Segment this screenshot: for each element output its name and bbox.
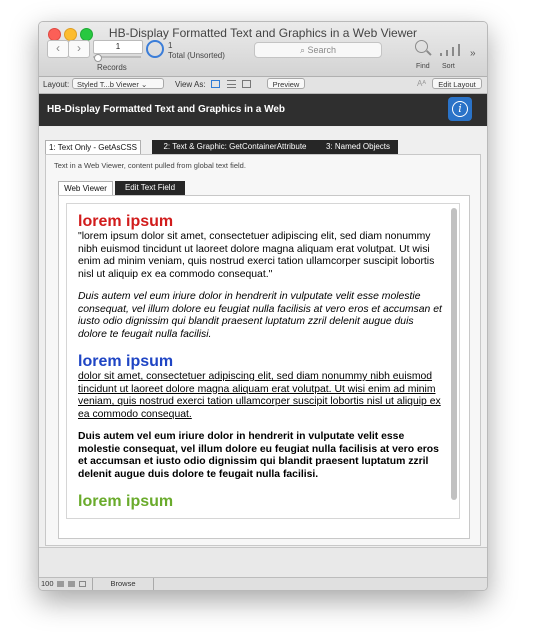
record-count: 1 bbox=[168, 41, 173, 50]
sort-label: Sort bbox=[442, 63, 455, 70]
table-view-icon[interactable] bbox=[242, 80, 251, 88]
record-number-field[interactable]: 1 bbox=[93, 40, 143, 54]
list-view-icon[interactable] bbox=[227, 80, 236, 88]
record-slider-knob[interactable] bbox=[94, 54, 102, 62]
zoom-out-icon[interactable] bbox=[57, 581, 64, 587]
subtab-web-viewer[interactable]: Web Viewer bbox=[58, 181, 113, 195]
tab-panel bbox=[45, 154, 481, 546]
tab-named-objects[interactable]: 3: Named Objects bbox=[318, 140, 398, 154]
toggle-toolbar-icon[interactable] bbox=[79, 581, 86, 587]
heading-blue: lorem ipsum bbox=[78, 353, 174, 370]
chevron-down-icon: ⌄ bbox=[140, 80, 148, 89]
heading-red: lorem ipsum bbox=[78, 213, 174, 230]
tab-text-and-graphic[interactable]: 2: Text & Graphic: GetContainerAttribute bbox=[152, 140, 318, 154]
sort-icon[interactable] bbox=[438, 42, 460, 56]
page-title: HB-Display Formatted Text and Graphics in a Web bbox=[47, 104, 286, 115]
view-as-label: View As: bbox=[175, 80, 206, 89]
layout-bar bbox=[39, 77, 487, 94]
web-viewer-scrollbar[interactable] bbox=[451, 208, 457, 508]
toolbar-overflow-button[interactable]: » bbox=[470, 48, 476, 59]
chevron-right-icon: › bbox=[77, 41, 81, 55]
footer-area bbox=[39, 547, 487, 578]
heading-green: lorem ipsum bbox=[78, 493, 174, 510]
preview-button[interactable]: Preview bbox=[267, 78, 305, 89]
subtab-edit-text-field[interactable]: Edit Text Field bbox=[115, 181, 185, 195]
page-header bbox=[39, 94, 487, 126]
records-label: Records bbox=[97, 63, 127, 72]
search-field[interactable] bbox=[254, 42, 382, 58]
subtab-panel bbox=[58, 195, 470, 539]
scrollbar-thumb[interactable] bbox=[451, 208, 457, 500]
status-bar bbox=[39, 577, 487, 591]
paragraph-underline: dolor sit amet, consectetuer adipiscing elit, sed diam nonummy nibh euismod tincidunt ut laoreet dolore magna aliquam erat volutpat. Ut wisi enim ad minim veniam, quis nostrud exerci tation ullamcorper suscipit lobortis nisl ut aliquip ex ea commodo consequat. bbox=[78, 371, 441, 420]
find-label: Find bbox=[416, 63, 430, 70]
zoom-in-icon[interactable] bbox=[68, 581, 75, 587]
form-view-icon[interactable] bbox=[211, 80, 220, 88]
mode-indicator[interactable]: Browse bbox=[92, 578, 154, 590]
info-button[interactable] bbox=[448, 97, 472, 121]
layout-label: Layout: bbox=[43, 80, 70, 89]
find-icon-handle bbox=[426, 50, 431, 55]
zoom-level[interactable]: 100 bbox=[41, 579, 54, 588]
layout-dropdown-value: Styled T...b Viewer bbox=[77, 80, 139, 89]
web-viewer[interactable] bbox=[66, 203, 460, 519]
paragraph-quote: "lorem ipsum dolor sit amet, consectetuer adipiscing elit, sed diam nonummy nibh euismod tincidunt ut laoreet dolore magna aliquam erat volutpat. Ut wisi enim ad minim veniam, quis nostrud exerci tation ullamcorper suscipit lobortis nisl ut aliquip ex ea commodo consequat." bbox=[78, 231, 435, 280]
title-bar bbox=[39, 22, 487, 77]
next-record-button[interactable] bbox=[68, 40, 90, 58]
font-size-icon[interactable]: Aᴬ bbox=[417, 79, 426, 88]
paragraph-bold: Duis autem vel eum iriure dolor in hendrerit in vulputate velit esse molestie consequat, vel illum dolore eu feugiat nulla facilisis at vero eros et accumsan et iusto odio dignissim qui blandit praesent luptatum zzril delenit augue duis dolore te feugait nulla facilisi. bbox=[78, 431, 439, 480]
web-viewer-content bbox=[78, 213, 444, 511]
record-total: Total (Unsorted) bbox=[168, 51, 225, 60]
paragraph-italic: Duis autem vel eum iriure dolor in hendrerit in vulputate velit esse molestie consequat, vel illum dolore eu feugiat nulla facilisis at vero eros et accumsan et iusto odio dignissim qui blandit praesent luptatum zzril delenit augue duis dolore te feugait nulla facilisi. bbox=[78, 291, 442, 340]
layout-dropdown[interactable] bbox=[72, 78, 164, 89]
tab-text-only[interactable]: 1: Text Only - GetAsCSS bbox=[45, 140, 141, 154]
panel-subtitle: Text in a Web Viewer, content pulled from global text field. bbox=[54, 161, 246, 170]
previous-record-button[interactable] bbox=[47, 40, 69, 58]
window-title: HB-Display Formatted Text and Graphics in a Web Viewer bbox=[108, 26, 418, 40]
chevron-left-icon: ‹ bbox=[56, 41, 60, 55]
record-pie-icon bbox=[146, 40, 164, 58]
info-icon: i bbox=[452, 101, 468, 117]
edit-layout-button[interactable]: Edit Layout bbox=[432, 78, 482, 89]
search-placeholder: Search bbox=[307, 45, 337, 55]
search-icon: ⌕ bbox=[299, 45, 308, 55]
app-window bbox=[38, 21, 488, 591]
content-area bbox=[39, 127, 487, 547]
